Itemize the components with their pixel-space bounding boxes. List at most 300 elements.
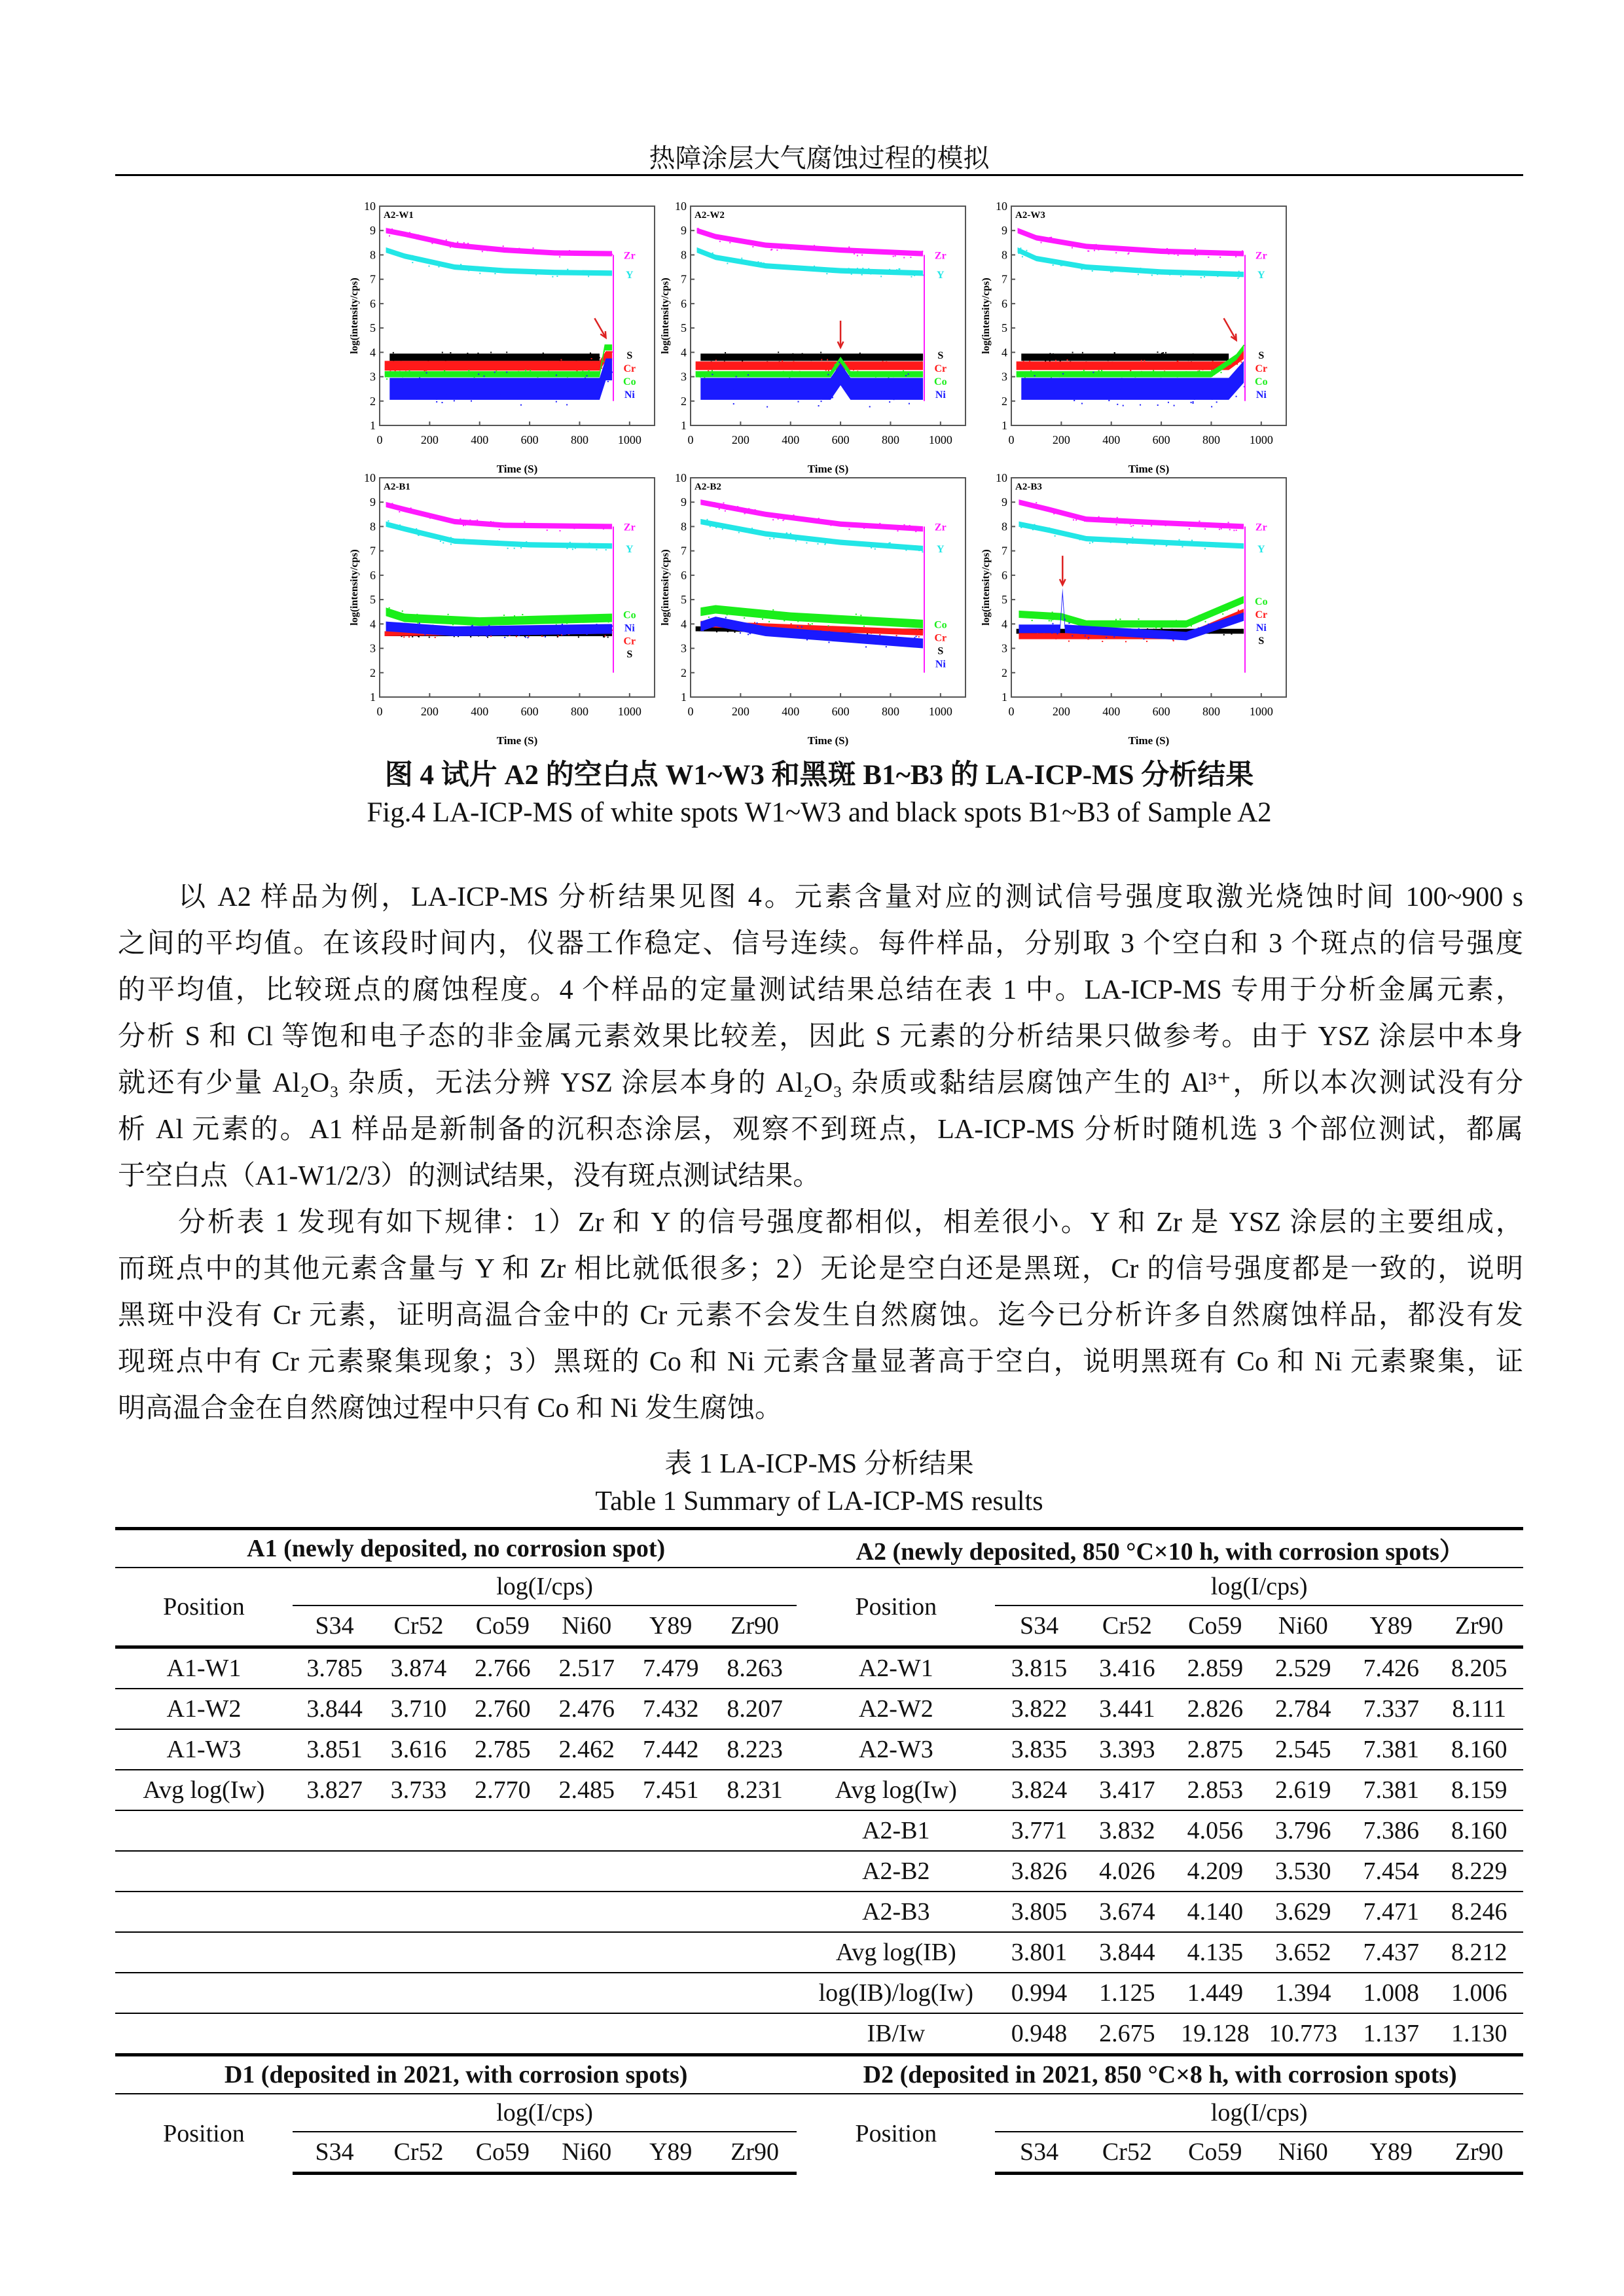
y-tick-label: 7 bbox=[1001, 544, 1007, 558]
data-point bbox=[898, 367, 899, 368]
data-point bbox=[767, 406, 768, 408]
data-point bbox=[748, 240, 749, 241]
data-point bbox=[1042, 240, 1043, 241]
cell-value: 4.026 bbox=[1083, 1851, 1171, 1892]
data-point bbox=[1176, 620, 1177, 621]
data-point bbox=[517, 398, 518, 399]
y-tick-label: 9 bbox=[1001, 224, 1007, 238]
data-point bbox=[525, 617, 526, 618]
data-point bbox=[1211, 406, 1212, 407]
y-tick-label: 6 bbox=[1001, 568, 1007, 582]
data-point bbox=[791, 371, 793, 372]
cell-value: 8.160 bbox=[1435, 1810, 1523, 1851]
data-point bbox=[712, 236, 713, 238]
data-point bbox=[765, 365, 766, 367]
data-point bbox=[598, 355, 599, 357]
y-tick-label: 6 bbox=[681, 296, 687, 310]
data-point bbox=[492, 541, 494, 543]
data-point bbox=[848, 270, 850, 272]
data-point bbox=[1191, 540, 1193, 541]
y-tick-label: 1 bbox=[370, 691, 376, 704]
y-tick-label: 1 bbox=[681, 691, 687, 704]
data-point bbox=[861, 545, 863, 546]
legend-label-y: Y bbox=[1257, 270, 1265, 281]
data-point bbox=[1230, 363, 1231, 365]
data-point bbox=[1091, 537, 1092, 539]
data-point bbox=[1191, 270, 1192, 272]
data-point bbox=[418, 238, 419, 240]
x-tick-label: 0 bbox=[1008, 433, 1015, 446]
data-point bbox=[1224, 272, 1225, 273]
data-point bbox=[571, 634, 573, 636]
data-point bbox=[468, 270, 469, 271]
data-point bbox=[777, 536, 778, 537]
series-s bbox=[389, 353, 600, 361]
data-point bbox=[833, 616, 835, 617]
cell-value: 2.485 bbox=[545, 1770, 628, 1810]
data-point bbox=[914, 637, 915, 638]
data-point bbox=[719, 509, 720, 510]
legend-label-co: Co bbox=[934, 376, 947, 388]
data-point bbox=[412, 617, 414, 618]
data-point bbox=[1153, 248, 1155, 249]
data-point bbox=[543, 253, 545, 255]
data-point bbox=[727, 262, 728, 264]
data-point bbox=[604, 620, 605, 622]
data-point bbox=[1138, 628, 1140, 630]
data-point bbox=[805, 266, 806, 268]
data-point bbox=[863, 270, 865, 271]
data-point bbox=[897, 530, 899, 531]
data-point bbox=[1070, 514, 1072, 516]
legend-label-s: S bbox=[1258, 635, 1265, 647]
data-point bbox=[399, 371, 401, 372]
data-point bbox=[886, 646, 887, 647]
data-point bbox=[460, 264, 461, 265]
data-point bbox=[474, 268, 475, 269]
data-point bbox=[1208, 525, 1210, 526]
data-point bbox=[1142, 624, 1144, 625]
y-tick-label: 2 bbox=[681, 666, 687, 679]
data-point bbox=[469, 388, 471, 389]
data-point bbox=[494, 273, 496, 274]
x-tick-label: 0 bbox=[376, 705, 383, 718]
data-point bbox=[450, 247, 451, 248]
data-point bbox=[1185, 371, 1187, 372]
column-header-element: Y89 bbox=[628, 1605, 712, 1647]
empty-cell bbox=[115, 1932, 293, 1973]
data-point bbox=[1091, 637, 1092, 639]
empty-cell bbox=[628, 1973, 712, 2013]
cell-value: 3.393 bbox=[1083, 1729, 1171, 1770]
data-point bbox=[442, 542, 444, 543]
data-point bbox=[1147, 251, 1148, 253]
data-point bbox=[1214, 374, 1215, 375]
data-point bbox=[793, 625, 794, 626]
data-point bbox=[1055, 535, 1056, 537]
data-point bbox=[863, 622, 864, 624]
data-point bbox=[527, 637, 528, 638]
data-point bbox=[799, 536, 801, 537]
data-point bbox=[729, 242, 731, 243]
data-point bbox=[1229, 529, 1231, 530]
data-point bbox=[1085, 367, 1087, 368]
data-point bbox=[1162, 368, 1163, 369]
data-point bbox=[738, 532, 740, 533]
data-point bbox=[825, 370, 827, 371]
data-point bbox=[1070, 622, 1072, 623]
y-tick-label: 4 bbox=[1001, 617, 1007, 631]
text-line: 明高温合金在自然腐蚀过程中只有 Co 和 Ni 发生腐蚀。 bbox=[118, 1393, 783, 1424]
data-point bbox=[1193, 403, 1194, 404]
data-point bbox=[475, 520, 476, 522]
data-point bbox=[468, 245, 469, 246]
data-point bbox=[1030, 359, 1031, 360]
data-point bbox=[1157, 543, 1158, 545]
empty-cell bbox=[376, 1851, 460, 1892]
data-point bbox=[599, 357, 600, 358]
data-point bbox=[455, 354, 456, 355]
data-point bbox=[1180, 276, 1182, 277]
legend-label-y: Y bbox=[937, 270, 945, 281]
table-row bbox=[115, 1729, 1523, 1770]
data-point bbox=[1174, 363, 1175, 365]
data-point bbox=[828, 641, 829, 643]
series-zr bbox=[386, 228, 613, 257]
data-point bbox=[919, 626, 920, 627]
data-point bbox=[754, 622, 755, 623]
data-point bbox=[611, 254, 613, 255]
data-point bbox=[397, 506, 398, 507]
data-point bbox=[514, 615, 515, 617]
data-point bbox=[1102, 520, 1104, 522]
cell-value: 7.426 bbox=[1347, 1647, 1435, 1689]
empty-cell bbox=[293, 1973, 376, 2013]
data-point bbox=[1114, 632, 1115, 633]
data-point bbox=[1140, 251, 1142, 252]
data-point bbox=[537, 251, 538, 253]
cell-value: 2.545 bbox=[1259, 1729, 1347, 1770]
data-point bbox=[744, 617, 745, 619]
row-label: A2-W3 bbox=[797, 1729, 995, 1770]
data-point bbox=[1112, 633, 1113, 634]
data-point bbox=[848, 268, 850, 269]
data-point bbox=[1215, 547, 1216, 548]
data-point bbox=[818, 248, 819, 249]
data-point bbox=[456, 622, 457, 623]
data-point bbox=[607, 637, 609, 638]
data-point bbox=[767, 615, 768, 616]
data-point bbox=[450, 352, 451, 353]
data-point bbox=[588, 276, 589, 277]
x-tick-label: 200 bbox=[420, 433, 439, 446]
legend-label-zr: Zr bbox=[623, 522, 636, 533]
data-point bbox=[566, 252, 567, 253]
data-point bbox=[503, 615, 505, 616]
data-point bbox=[510, 543, 511, 545]
data-point bbox=[893, 376, 894, 378]
data-point bbox=[392, 634, 393, 635]
data-point bbox=[1101, 362, 1102, 363]
data-point bbox=[1094, 244, 1095, 245]
data-point bbox=[832, 397, 833, 398]
data-point bbox=[1236, 363, 1238, 365]
data-point bbox=[857, 268, 858, 269]
data-point bbox=[882, 361, 884, 363]
cell-value: 2.476 bbox=[545, 1689, 628, 1729]
data-point bbox=[1170, 541, 1172, 542]
cell-value: 4.209 bbox=[1171, 1851, 1259, 1892]
legend-label-zr: Zr bbox=[1255, 250, 1267, 262]
cell-value: 3.796 bbox=[1259, 1810, 1347, 1851]
data-point bbox=[1163, 352, 1164, 353]
data-point bbox=[436, 401, 437, 403]
data-point bbox=[584, 380, 585, 381]
row-label: A2-B3 bbox=[797, 1892, 995, 1932]
data-point bbox=[1067, 355, 1068, 357]
data-point bbox=[599, 389, 600, 391]
data-point bbox=[1022, 632, 1023, 633]
cell-value: 3.652 bbox=[1259, 1932, 1347, 1973]
data-point bbox=[1067, 626, 1068, 627]
data-point bbox=[483, 365, 484, 367]
data-point bbox=[1157, 274, 1158, 275]
y-tick-label: 5 bbox=[681, 593, 687, 607]
data-point bbox=[1130, 637, 1132, 638]
data-point bbox=[1221, 364, 1223, 365]
data-point bbox=[875, 376, 876, 378]
column-header-element: S34 bbox=[995, 2132, 1083, 2174]
data-point bbox=[1242, 378, 1244, 380]
cell-value: 2.462 bbox=[545, 1729, 628, 1770]
data-point bbox=[797, 537, 799, 538]
data-point bbox=[518, 248, 520, 249]
results-table bbox=[115, 1527, 1523, 2175]
data-point bbox=[1117, 404, 1118, 405]
y-axis-label: log(intensity/cps) bbox=[660, 549, 671, 626]
data-point bbox=[1191, 402, 1192, 403]
data-point bbox=[590, 251, 592, 253]
data-point bbox=[1235, 256, 1236, 257]
column-header-unit: log(I/cps) bbox=[293, 1568, 797, 1605]
text-line: 就还有少量 Al₂O₃ 杂质，无法分辨 YSZ 涂层本身的 Al₂O₃ 杂质或黏结层腐蚀产生的 Al³⁺，所以本次测试没有分 bbox=[118, 1068, 1523, 1098]
y-tick-label: 6 bbox=[1001, 296, 1007, 310]
data-point bbox=[1222, 629, 1223, 630]
data-point bbox=[1119, 619, 1121, 620]
data-point bbox=[710, 502, 711, 503]
data-point bbox=[467, 243, 469, 244]
data-point bbox=[535, 274, 537, 276]
data-point bbox=[1128, 253, 1129, 255]
data-point bbox=[419, 622, 420, 624]
data-point bbox=[1221, 372, 1222, 373]
y-tick-label: 6 bbox=[370, 568, 376, 582]
cell-value: 8.246 bbox=[1435, 1892, 1523, 1932]
data-point bbox=[1217, 276, 1218, 277]
data-point bbox=[1034, 375, 1036, 376]
data-point bbox=[744, 373, 746, 374]
data-point bbox=[710, 526, 711, 527]
data-point bbox=[596, 549, 597, 550]
panel-title: A2-W3 bbox=[1015, 210, 1045, 221]
legend-label-ni: Ni bbox=[935, 389, 946, 401]
legend-label-ni: Ni bbox=[624, 622, 635, 634]
data-point bbox=[397, 625, 399, 626]
data-point bbox=[779, 264, 780, 266]
data-point bbox=[450, 537, 452, 538]
data-point bbox=[1199, 370, 1200, 372]
data-point bbox=[508, 526, 509, 528]
data-point bbox=[506, 351, 507, 353]
data-point bbox=[905, 550, 907, 551]
data-point bbox=[438, 364, 439, 365]
legend-label-co: Co bbox=[1255, 596, 1268, 607]
data-point bbox=[562, 389, 563, 390]
data-point bbox=[905, 375, 907, 376]
cell-value: 8.263 bbox=[713, 1647, 797, 1689]
data-point bbox=[1206, 545, 1207, 546]
data-point bbox=[861, 255, 863, 256]
data-point bbox=[808, 632, 810, 634]
data-point bbox=[1030, 256, 1032, 257]
text-line: 析 Al 元素的。A1 样品是新制备的沉积态涂层，观察不到斑点，LA-ICP-MS 分析时随机选 3 个部位测试，都属 bbox=[118, 1115, 1523, 1145]
data-point bbox=[1115, 372, 1117, 373]
data-point bbox=[1087, 251, 1089, 252]
data-point bbox=[893, 256, 894, 257]
data-point bbox=[506, 251, 507, 252]
data-point bbox=[469, 520, 471, 521]
header-rule bbox=[115, 174, 1523, 176]
data-point bbox=[741, 258, 742, 259]
data-point bbox=[830, 376, 831, 377]
data-point bbox=[711, 234, 712, 236]
data-point bbox=[1189, 397, 1190, 399]
data-point bbox=[1051, 632, 1053, 634]
data-point bbox=[437, 516, 439, 517]
data-point bbox=[528, 544, 530, 545]
row-label: A2-W2 bbox=[797, 1689, 995, 1729]
data-point bbox=[1053, 353, 1054, 355]
data-point bbox=[605, 549, 607, 550]
data-point bbox=[1054, 511, 1055, 512]
data-point bbox=[790, 365, 791, 367]
data-point bbox=[1055, 393, 1056, 394]
data-point bbox=[409, 232, 410, 233]
y-tick-label: 8 bbox=[681, 520, 687, 533]
data-point bbox=[778, 351, 779, 353]
data-point bbox=[922, 251, 923, 252]
y-tick-label: 7 bbox=[681, 272, 687, 286]
cell-value: 7.432 bbox=[628, 1689, 712, 1729]
data-point bbox=[507, 548, 509, 549]
data-point bbox=[916, 636, 917, 637]
x-tick-label: 800 bbox=[881, 705, 899, 718]
x-tick-label: 200 bbox=[731, 705, 749, 718]
x-tick-label: 600 bbox=[831, 433, 850, 446]
data-point bbox=[417, 622, 418, 624]
data-point bbox=[500, 270, 501, 271]
data-point bbox=[853, 369, 854, 370]
data-point bbox=[1096, 244, 1097, 245]
data-point bbox=[452, 624, 454, 625]
data-point bbox=[1092, 372, 1094, 373]
data-point bbox=[835, 628, 836, 630]
data-point bbox=[734, 613, 736, 615]
data-point bbox=[748, 529, 749, 531]
data-point bbox=[520, 404, 522, 406]
data-point bbox=[884, 527, 885, 528]
data-point bbox=[1063, 354, 1064, 355]
data-point bbox=[1080, 516, 1081, 517]
empty-cell bbox=[628, 1810, 712, 1851]
data-point bbox=[875, 548, 876, 550]
data-point bbox=[567, 269, 568, 270]
data-point bbox=[710, 359, 712, 360]
data-point bbox=[1115, 252, 1117, 253]
data-point bbox=[832, 637, 833, 638]
data-point bbox=[1132, 525, 1134, 526]
data-point bbox=[488, 361, 490, 363]
cell-value: 1.006 bbox=[1435, 1973, 1523, 2013]
data-point bbox=[390, 354, 391, 355]
data-point bbox=[851, 274, 852, 275]
data-point bbox=[1073, 368, 1074, 369]
data-point bbox=[767, 244, 768, 245]
data-point bbox=[1030, 370, 1032, 372]
data-point bbox=[1148, 250, 1149, 251]
data-point bbox=[753, 510, 755, 511]
data-point bbox=[748, 374, 749, 376]
data-point bbox=[1199, 633, 1200, 634]
data-point bbox=[732, 355, 733, 357]
data-point bbox=[465, 524, 466, 526]
y-tick-label: 2 bbox=[370, 394, 376, 408]
data-point bbox=[598, 526, 600, 527]
data-point bbox=[916, 367, 918, 368]
data-point bbox=[516, 636, 517, 637]
data-point bbox=[579, 272, 581, 273]
data-point bbox=[726, 509, 727, 510]
cell-value: 7.381 bbox=[1347, 1770, 1435, 1810]
cell-value: 2.785 bbox=[461, 1729, 545, 1770]
data-point bbox=[903, 355, 904, 357]
data-point bbox=[1238, 276, 1240, 278]
data-point bbox=[1023, 637, 1024, 638]
data-point bbox=[1069, 617, 1070, 619]
data-point bbox=[1147, 628, 1148, 630]
data-point bbox=[1134, 378, 1136, 379]
data-point bbox=[1050, 359, 1051, 361]
data-point bbox=[438, 266, 439, 268]
empty-cell bbox=[713, 1932, 797, 1973]
data-point bbox=[471, 374, 473, 376]
data-point bbox=[1157, 404, 1159, 406]
data-point bbox=[518, 622, 520, 624]
data-point bbox=[579, 364, 580, 365]
x-tick-label: 600 bbox=[1152, 433, 1170, 446]
cell-value: 3.801 bbox=[995, 1932, 1083, 1973]
data-point bbox=[496, 370, 497, 372]
data-point bbox=[564, 253, 566, 255]
panel-title: A2-W1 bbox=[384, 210, 414, 221]
data-point bbox=[520, 252, 521, 253]
data-point bbox=[1236, 631, 1237, 632]
data-point bbox=[854, 253, 855, 255]
data-point bbox=[608, 629, 609, 630]
data-point bbox=[1178, 543, 1180, 544]
y-tick-label: 9 bbox=[681, 495, 687, 509]
data-point bbox=[727, 614, 728, 615]
